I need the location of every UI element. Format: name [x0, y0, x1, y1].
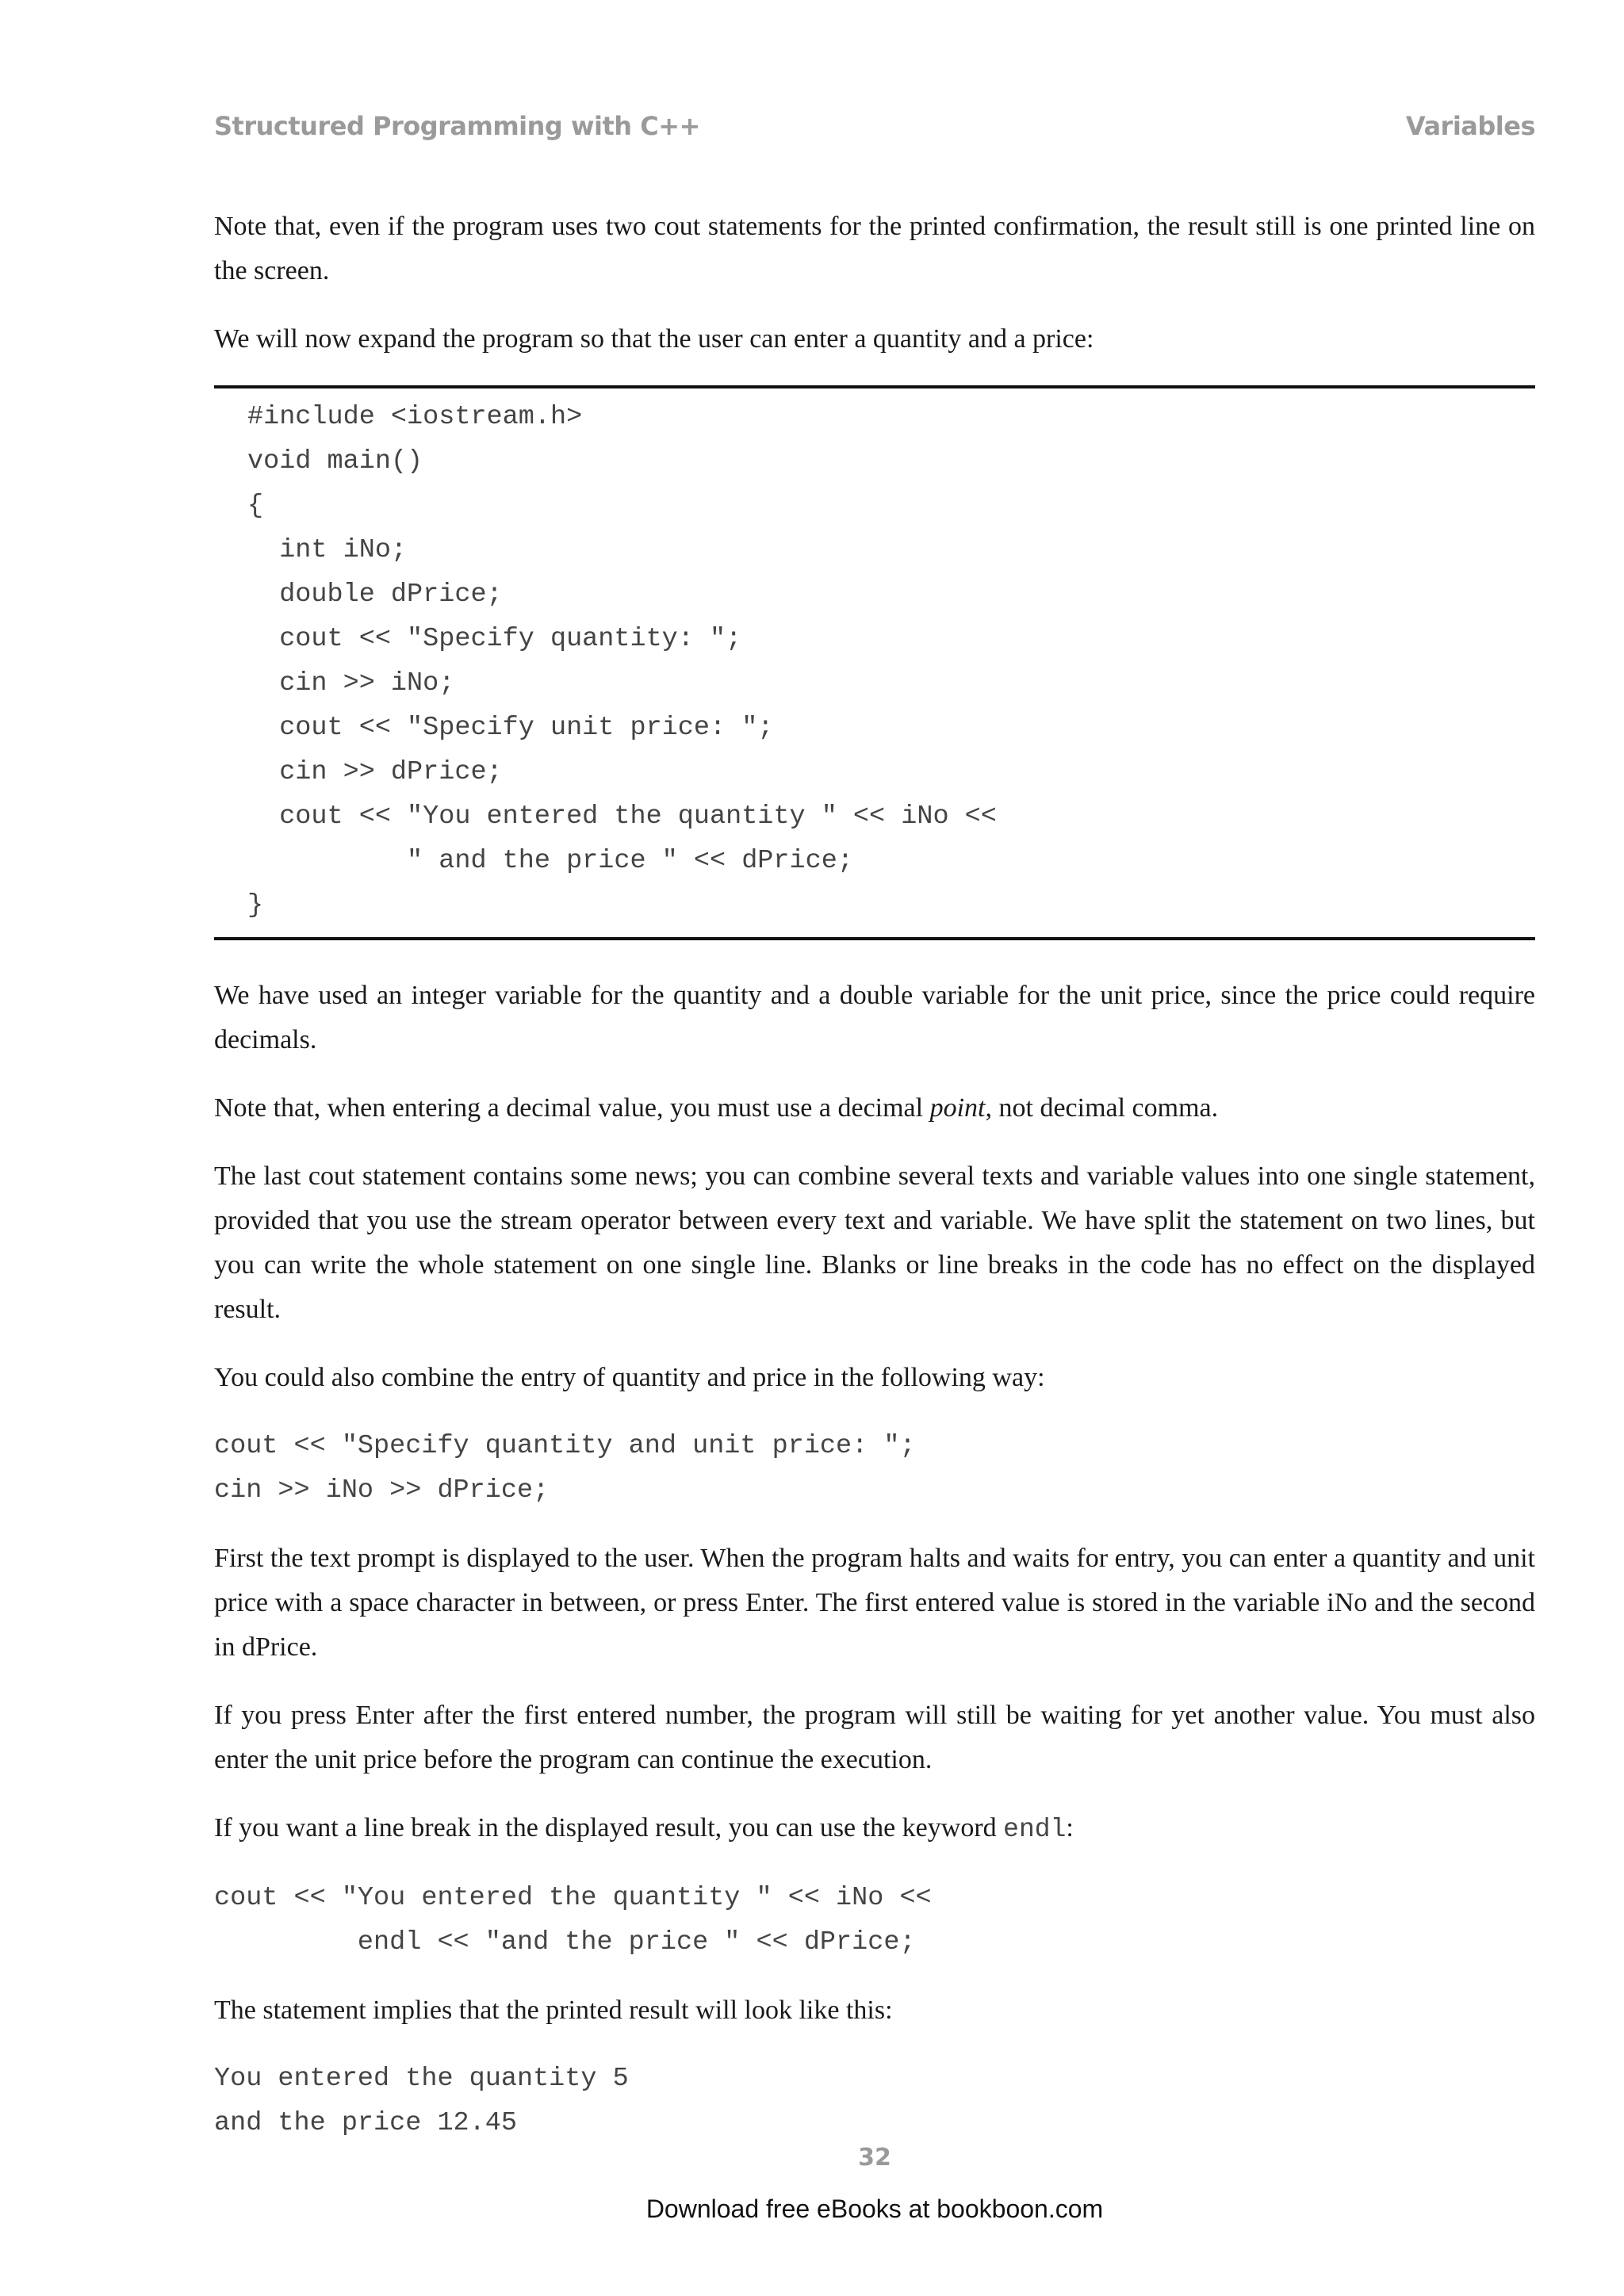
paragraph-decimal-point: Note that, when entering a decimal value, you must use a decimal point, not decimal comma.	[214, 1093, 1219, 1123]
code-line: }	[247, 890, 264, 920]
code-line: endl << "and the price " << dPrice;	[214, 1927, 916, 1957]
emphasis-point: point	[929, 1093, 986, 1123]
chapter-title: Variables	[1405, 111, 1535, 141]
code-line: cin >> dPrice;	[247, 757, 503, 787]
book-page	[214, 0, 1535, 2296]
paragraph-press-enter: If you press Enter after the first entered number, the program will still be waiting for yet another value. You must also enter the unit price before the program can continue the execution.	[214, 1701, 1535, 1774]
output-line: and the price 12.45	[214, 2108, 517, 2138]
code-line: cout << "Specify quantity and unit price: ";	[214, 1431, 916, 1461]
paragraph-combine-entry: You could also combine the entry of quantity and price in the following way:	[214, 1363, 1045, 1392]
running-header	[214, 111, 1535, 141]
paragraph-cout-note: Note that, even if the program uses two cout statements for the printed confirmation, the result still is one printed line on the screen.	[214, 212, 1535, 285]
page-number: 32	[858, 2144, 891, 2172]
code-line: cout << "You entered the quantity " << iNo <<	[247, 802, 997, 832]
book-title: Structured Programming with C++	[214, 111, 700, 141]
output-line: You entered the quantity 5	[214, 2064, 629, 2094]
code-line: cout << "You entered the quantity " << iNo <<	[214, 1883, 932, 1913]
code-line: " and the price " << dPrice;	[247, 846, 853, 876]
output-snippet	[214, 2057, 1535, 2145]
code-line: {	[247, 491, 264, 521]
paragraph-text-prompt: First the text prompt is displayed to the user. When the program halts and waits for entry, you can enter a quantity and unit price with a space character in between, or press Enter. The first entered value is stored in the variable iNo and the second in dPrice.	[214, 1544, 1535, 1662]
code-snippet-combined-entry	[214, 1424, 1535, 1513]
download-link[interactable]: Download free eBooks at bookboon.com	[645, 2195, 1104, 2223]
code-line: cout << "Specify unit price: ";	[247, 713, 774, 743]
code-line: int iNo;	[247, 535, 408, 565]
code-line: cout << "Specify quantity: ";	[247, 624, 742, 654]
paragraph-printed-result: The statement implies that the printed result will look like this:	[214, 1996, 893, 2025]
paragraph-combine-statement: The last cout statement contains some news; you can combine several texts and variable values into one single statement, provided that you use the stream operator between every text and variable. We have split the statement on two lines, but you can write the whole statement on one single line. Blanks or line breaks in the code has no effect on the displayed result.	[214, 1161, 1535, 1324]
code-line: void main()	[247, 446, 423, 476]
code-listing	[214, 385, 1535, 940]
inline-code-endl: endl	[1003, 1815, 1067, 1844]
code-snippet-endl	[214, 1876, 1535, 1965]
paragraph-variable-types: We have used an integer variable for the quantity and a double variable for the unit price, since the price could require decimals.	[214, 981, 1535, 1054]
paragraph-line-break: If you want a line break in the displayed result, you can use the keyword endl:	[214, 1813, 1074, 1844]
code-line: #include <iostream.h>	[247, 402, 583, 432]
code-line: cin >> iNo >> dPrice;	[214, 1475, 550, 1506]
paragraph-expand-intro: We will now expand the program so that the user can enter a quantity and a price:	[214, 324, 1094, 354]
main-content	[214, 205, 1535, 2169]
code-line: double dPrice;	[247, 580, 503, 610]
code-line: cin >> iNo;	[247, 668, 455, 698]
